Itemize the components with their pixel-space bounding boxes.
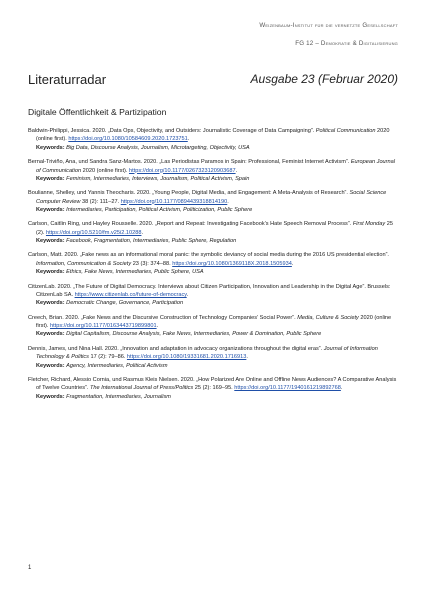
keywords-list: Intermediaries, Participation, Political Activism, Politicization, Public Sphere	[66, 207, 253, 214]
entry-keywords	[36, 268, 398, 276]
entry-keywords	[36, 362, 398, 370]
entry-keywords	[36, 393, 398, 401]
entry-details: 2020 (online first).	[36, 128, 390, 143]
entry-keywords	[36, 175, 398, 183]
bibliography-list	[28, 127, 398, 407]
entry-citation: Bernal-Triviño, Ana, und Sandra Sanz-Martos. 2020. „Las Periodistas Paramos in Spain: Professional, Feminist Internet Activism“.	[28, 159, 351, 166]
bibliography-entry	[28, 376, 398, 401]
entry-end: .	[291, 260, 294, 267]
entry-details: 2020 (online first).	[36, 314, 392, 330]
entry-citation: CitizenLab. 2020. „The Future of Digital Democracy. Interviews about Citizen Participation, Innovation and Leadership in the Digital Age“. Brussels: CitizenLab SA.	[28, 283, 391, 298]
doi-link[interactable]: https://doi.org/10.5210/fm.v25i2.10288	[45, 229, 142, 236]
bibliography-entry	[28, 220, 398, 245]
doi-link[interactable]: https://doi.org/10.1080/1369118X.2018.1505934	[172, 260, 292, 267]
doi-link[interactable]: https://doi.org/10.1177/0267323120903687	[128, 167, 236, 174]
keywords-list: Digital Capitalism, Discourse Analysis, Fake News, Intermediaries, Power & Domination, Public Sphere	[66, 331, 322, 338]
entry-details: 17 (2): 79–86.	[88, 354, 127, 361]
keywords-label: Keywords:	[36, 175, 65, 182]
keywords-label: Keywords:	[36, 207, 65, 214]
entry-citation: Boulianne, Shelley, und Yannis Theocharis. 2020. „Young People, Digital Media, and Engagement: A Meta-Analysis of Research“.	[28, 190, 350, 197]
issue-label	[251, 72, 398, 86]
doi-link[interactable]: https://doi.org/10.1177/0163443719899801	[49, 323, 157, 330]
entry-details: 25 (2).	[36, 221, 393, 236]
bibliography-entry	[28, 314, 398, 339]
entry-keywords	[36, 237, 398, 245]
entry-details: 25 (2): 169–95.	[193, 385, 235, 392]
section-heading: Digitale Öffentlichkeit & Partizipation	[28, 107, 167, 117]
keywords-list: Feminism, Intermediaries, Interviews, Journalism, Political Activism, Spain	[66, 175, 250, 182]
doi-link[interactable]: https://doi.org/10.1177/0894439318814190	[120, 198, 228, 205]
doi-link[interactable]: https://doi.org/10.1177/1940161219892768	[234, 385, 341, 392]
bibliography-entry	[28, 158, 398, 183]
doi-link[interactable]: https://www.citizenlab.co/future-of-democracy	[74, 291, 187, 298]
keywords-list: Democratic Change, Governance, Participation	[66, 300, 184, 307]
entry-citation: Baldwin-Philippi, Jessica. 2020. „Data Ops, Objectivity, and Outsiders: Journalistic Coverage of Data Campaigning“.	[28, 128, 316, 134]
institute-header: Weizenbaum-Institut für die vernetzte Gesellschaft	[259, 22, 398, 29]
entry-citation: Creech, Brian. 2020. „Fake News and the Discursive Construction of Technology Companies’ Social Power“.	[28, 314, 298, 321]
entry-citation: Fletcher, Richard, Alessio Cornia, und Rasmus Kleis Nielsen. 2020. „How Polarized Are Online and Offline News Audiences? A Comparative Analysis of Twelve Countries“.	[28, 376, 397, 392]
entry-source: Journal of Information Technology & Politics	[36, 345, 378, 361]
issue-number: Ausgabe 23	[250, 72, 315, 86]
keywords-label: Keywords:	[36, 269, 65, 276]
issue-date: (Februar 2020)	[317, 72, 398, 86]
entry-keywords	[36, 206, 398, 214]
entry-details: 23 (3): 374–88.	[131, 260, 173, 267]
bibliography-entry	[28, 345, 398, 370]
entry-keywords	[36, 330, 398, 338]
entry-citation: Dennis, James, und Nina Hall. 2020. „Innovation and adaptation in advocacy organizations throughout the digital eras“.	[28, 345, 324, 352]
doi-link[interactable]: https://doi.org/10.1080/10584609.2020.1723751	[68, 136, 188, 143]
group-header: FG 12 – Demokratie & Digitalisierung	[295, 40, 398, 47]
entry-end: .	[186, 291, 189, 298]
page-number: 1	[28, 565, 32, 571]
entry-source: Information, Communication & Society	[36, 260, 132, 267]
bibliography-entry	[28, 127, 398, 152]
entry-source: European Journal of Communication	[36, 159, 395, 174]
entry-end: .	[235, 167, 238, 174]
keywords-label: Keywords:	[36, 300, 65, 307]
entry-keywords	[36, 299, 398, 307]
keywords-label: Keywords:	[36, 393, 65, 400]
entry-end: .	[156, 323, 159, 330]
entry-source: Media, Culture & Society	[297, 314, 359, 321]
entry-end: .	[246, 354, 248, 361]
entry-details: 38 (2): 111–27.	[80, 198, 121, 205]
entry-source: The International Journal of Press/Politics	[90, 385, 194, 392]
entry-end: .	[227, 198, 229, 205]
bibliography-entry	[28, 251, 398, 276]
keywords-list: Agency, Intermediaries, Political Activism	[66, 362, 168, 369]
entry-source: Political Communication	[315, 128, 376, 134]
keywords-list: Ethics, Fake News, Intermediaries, Public Sphere, USA	[66, 269, 204, 276]
entry-end: .	[141, 229, 143, 236]
doi-link[interactable]: https://doi.org/10.1080/19331681.2020.1716913	[126, 354, 247, 361]
entry-end: .	[187, 136, 190, 143]
keywords-list: Facebook, Fragmentation, Intermediaries, Public Sphere, Regulation	[66, 238, 237, 245]
bibliography-entry	[28, 283, 398, 308]
entry-details: 2020 (online first).	[81, 167, 129, 174]
keywords-label: Keywords:	[36, 331, 65, 338]
keywords-label: Keywords:	[36, 362, 65, 369]
keywords-label: Keywords:	[36, 238, 65, 245]
entry-source: First Monday	[352, 221, 386, 228]
entry-citation: Carlson, Caitlin Ring, und Hayley Rousselle. 2020. „Report and Repeat: Investigating Facebook’s Hate Speech Removal Process“.	[28, 221, 353, 228]
entry-end: .	[340, 385, 343, 392]
entry-keywords	[36, 144, 398, 152]
entry-source: Social Science Computer Review	[36, 190, 387, 205]
keywords-list: Big Data, Discourse Analysis, Journalism, Microtargeting, Objectivity, USA	[66, 144, 250, 151]
title-row	[28, 72, 398, 90]
page-title: Literaturradar	[28, 72, 107, 87]
entry-citation: Carlson, Matt. 2020. „Fake news as an informational moral panic: the symbolic deviancy of social media during the 2016 US presidential election“.	[28, 252, 389, 259]
keywords-label: Keywords:	[36, 144, 65, 151]
keywords-list: Fragmentation, Intermediaries, Journalism	[66, 393, 171, 400]
bibliography-entry	[28, 189, 398, 214]
